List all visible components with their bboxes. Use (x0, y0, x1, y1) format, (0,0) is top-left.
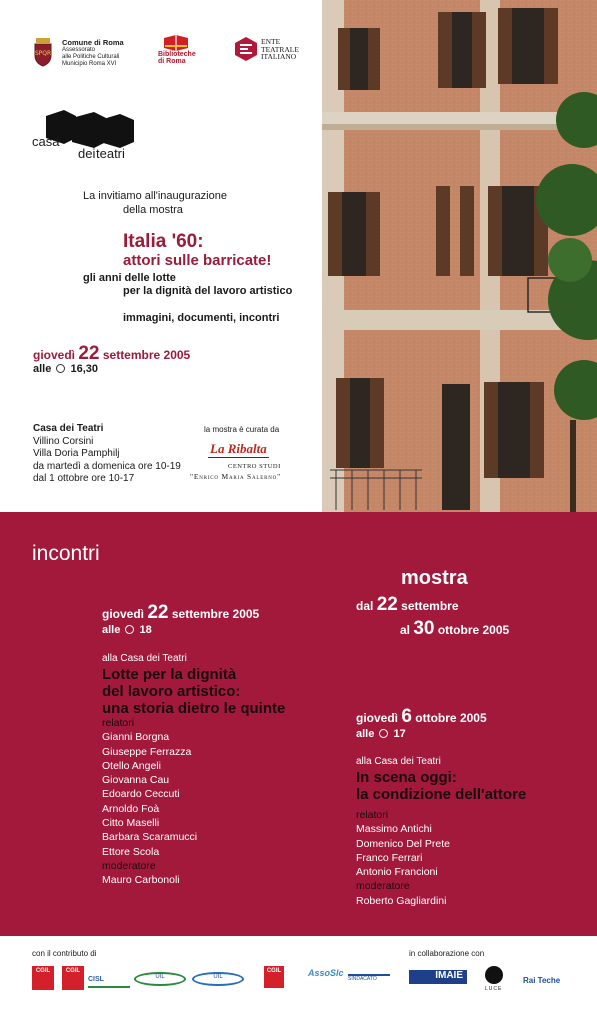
venue-block (33, 423, 181, 486)
casa-w3: teatri (96, 146, 125, 161)
curated-centro: CENTRO STUDI (228, 463, 281, 470)
event1-title-3: una storia dietro le quinte (102, 700, 286, 717)
casa-w1: casa (32, 134, 60, 149)
uil-logo-1: UIL (134, 972, 186, 986)
event1-month: settembre 2005 (171, 607, 260, 621)
mostra-to-num: 30 (413, 618, 435, 639)
event1-hour: 18 (139, 624, 152, 636)
comune-name: Comune di Roma (62, 38, 124, 47)
eti-l2: TEATRALE (261, 44, 299, 54)
invite-intro-2: della mostra (123, 204, 183, 216)
exhibition-subtitle-1: gli anni delle lotte (83, 272, 176, 284)
event2-alle: alle (356, 728, 375, 740)
speaker: Barbara Scaramucci (102, 831, 198, 844)
event2-title-2: la condizione dell'attore (356, 786, 527, 803)
event1-title-2: del lavoro artistico: (102, 683, 241, 700)
imaie-logo: IMAIE (409, 970, 467, 984)
event1-people (102, 717, 198, 888)
casa-w2: dei (78, 146, 96, 161)
speaker: Giuseppe Ferrazza (102, 745, 192, 758)
venue-line-2: Villa Doria Pamphilj (33, 448, 120, 459)
event1-time (102, 624, 152, 636)
building-photo (322, 0, 597, 512)
curated-label: la mostra è curata da (204, 425, 280, 434)
speaker: Giovanna Cau (102, 774, 170, 787)
eti-l1: ENTE (261, 37, 281, 46)
event1-daynum: 22 (147, 602, 169, 623)
exhibition-title-1: Italia '60: (123, 231, 204, 252)
biblioteche-logo (158, 35, 198, 67)
biblioteche-l2: di Roma (158, 58, 186, 65)
event1-place: alla Casa dei Teatri (102, 653, 187, 664)
event2-hour: 17 (393, 728, 406, 740)
venue-line-4: dal 1 ottobre ore 10-17 (33, 473, 135, 484)
inauguration-hour: 16,30 (70, 363, 99, 375)
moderator: Mauro Carbonoli (102, 874, 180, 887)
sponsors-footer (0, 936, 597, 1024)
incontri-section (0, 512, 597, 936)
biblioteche-l1: Biblioteche (158, 51, 196, 58)
rai-teche-logo: Rai Teche (523, 976, 561, 985)
assoslc-logo: AssoSlc (308, 968, 344, 978)
cgil-logo-1: CGIL (32, 966, 54, 990)
eti-text (261, 38, 321, 61)
venue-line-3: da martedì a domenica ore 10-19 (33, 460, 181, 472)
speaker: Edoardo Ceccuti (102, 788, 180, 801)
mostra-to (400, 618, 509, 641)
cgil-logo-3: CGIL (264, 966, 284, 988)
exhibition-subtitle-3: immagini, documenti, incontri (123, 312, 280, 324)
cisl-logo: CISL (88, 976, 130, 988)
event1-day: giovedì (102, 607, 145, 621)
speaker: Arnoldo Foà (102, 802, 160, 815)
inauguration-day: giovedì (33, 348, 76, 362)
sindacato-logo: SINDACATO (348, 974, 390, 984)
mostra-heading: mostra (401, 567, 468, 589)
mostra-dal: dal (356, 599, 374, 613)
event1-title-1: Lotte per la dignità (102, 666, 237, 683)
speaker: Massimo Antichi (356, 823, 432, 836)
speaker: Ettore Scola (102, 845, 160, 858)
comune-sub-2: alle Politiche Culturali (62, 54, 120, 60)
event2-daynum: 6 (401, 706, 412, 727)
event1-date (102, 602, 259, 625)
comune-text (62, 38, 142, 68)
event2-month: ottobre 2005 (415, 711, 487, 725)
mostra-from-month: settembre (401, 599, 459, 613)
ribalta-logo: La Ribalta (210, 441, 267, 456)
event1-moderatore-label: moderatore (102, 859, 156, 872)
speaker: Gianni Borgna (102, 731, 170, 744)
sponsor-logos-left (32, 966, 402, 1006)
event1-title (102, 666, 285, 717)
inauguration-time (33, 362, 98, 376)
mostra-from (356, 594, 459, 617)
event2-day: giovedì (356, 711, 399, 725)
speaker: Franco Ferrari (356, 851, 423, 864)
event2-people (356, 808, 450, 908)
event2-moderatore-label: moderatore (356, 880, 410, 893)
mostra-to-month: ottobre 2005 (437, 623, 510, 637)
svg-text:SPQR: SPQR (34, 50, 52, 57)
cgil-logo-2: CGIL (62, 966, 84, 990)
uil-logo-2: UIL (192, 972, 244, 986)
speaker: Domenico Del Prete (356, 837, 450, 850)
event2-relatori-label: relatori (356, 809, 389, 821)
inauguration-daynum: 22 (78, 343, 100, 364)
book-icon (162, 35, 190, 51)
eti-l3: ITALIANO (261, 52, 297, 61)
incontri-heading: incontri (32, 542, 100, 565)
venue-line-1: Villino Corsini (33, 435, 94, 447)
exhibition-subtitle-2: per la dignità del lavoro artistico (123, 285, 293, 297)
clock-icon (125, 625, 134, 634)
event2-date (356, 706, 487, 729)
curated-name: "Enrico Maria Salerno" (190, 472, 281, 481)
inauguration-month: settembre 2005 (102, 348, 191, 362)
event2-place: alla Casa dei Teatri (356, 756, 441, 767)
mostra-from-num: 22 (376, 594, 398, 615)
event1-alle: alle (102, 624, 121, 636)
mostra-al: al (400, 623, 411, 637)
comune-sub-1: Assessorato (62, 47, 96, 53)
casa-logo-mark-icon (46, 108, 138, 150)
invite-intro-1: La invitiamo all'inaugurazione (83, 190, 227, 202)
casa-dei-teatri-logo (32, 108, 142, 166)
event2-title (356, 769, 526, 803)
inauguration-alle: alle (33, 363, 52, 375)
luce-logo: LUCE (485, 986, 503, 992)
exhibition-title-2: attori sulle barricate! (123, 252, 272, 269)
speaker: Antonio Francioni (356, 866, 438, 879)
event2-title-1: In scena oggi: (356, 769, 457, 786)
venue-name: Casa dei Teatri (33, 423, 104, 434)
moderator: Roberto Gagliardini (356, 894, 447, 907)
sponsor-logos-right (409, 966, 589, 1006)
speaker: Otello Angeli (102, 759, 161, 772)
clock-icon (56, 364, 65, 373)
comune-sub-3: Municipio Roma XVI (62, 61, 117, 67)
eti-logo-icon (234, 36, 258, 62)
event2-time (356, 728, 406, 740)
clock-icon (379, 729, 388, 738)
contributo-label: con il contributo di (32, 949, 97, 958)
collaborazione-label: in collaborazione con (409, 949, 485, 958)
event1-relatori-label: relatori (102, 717, 135, 729)
speaker: Citto Maselli (102, 817, 160, 830)
comune-crest-icon (32, 37, 58, 67)
luce-logo-icon (485, 966, 503, 984)
